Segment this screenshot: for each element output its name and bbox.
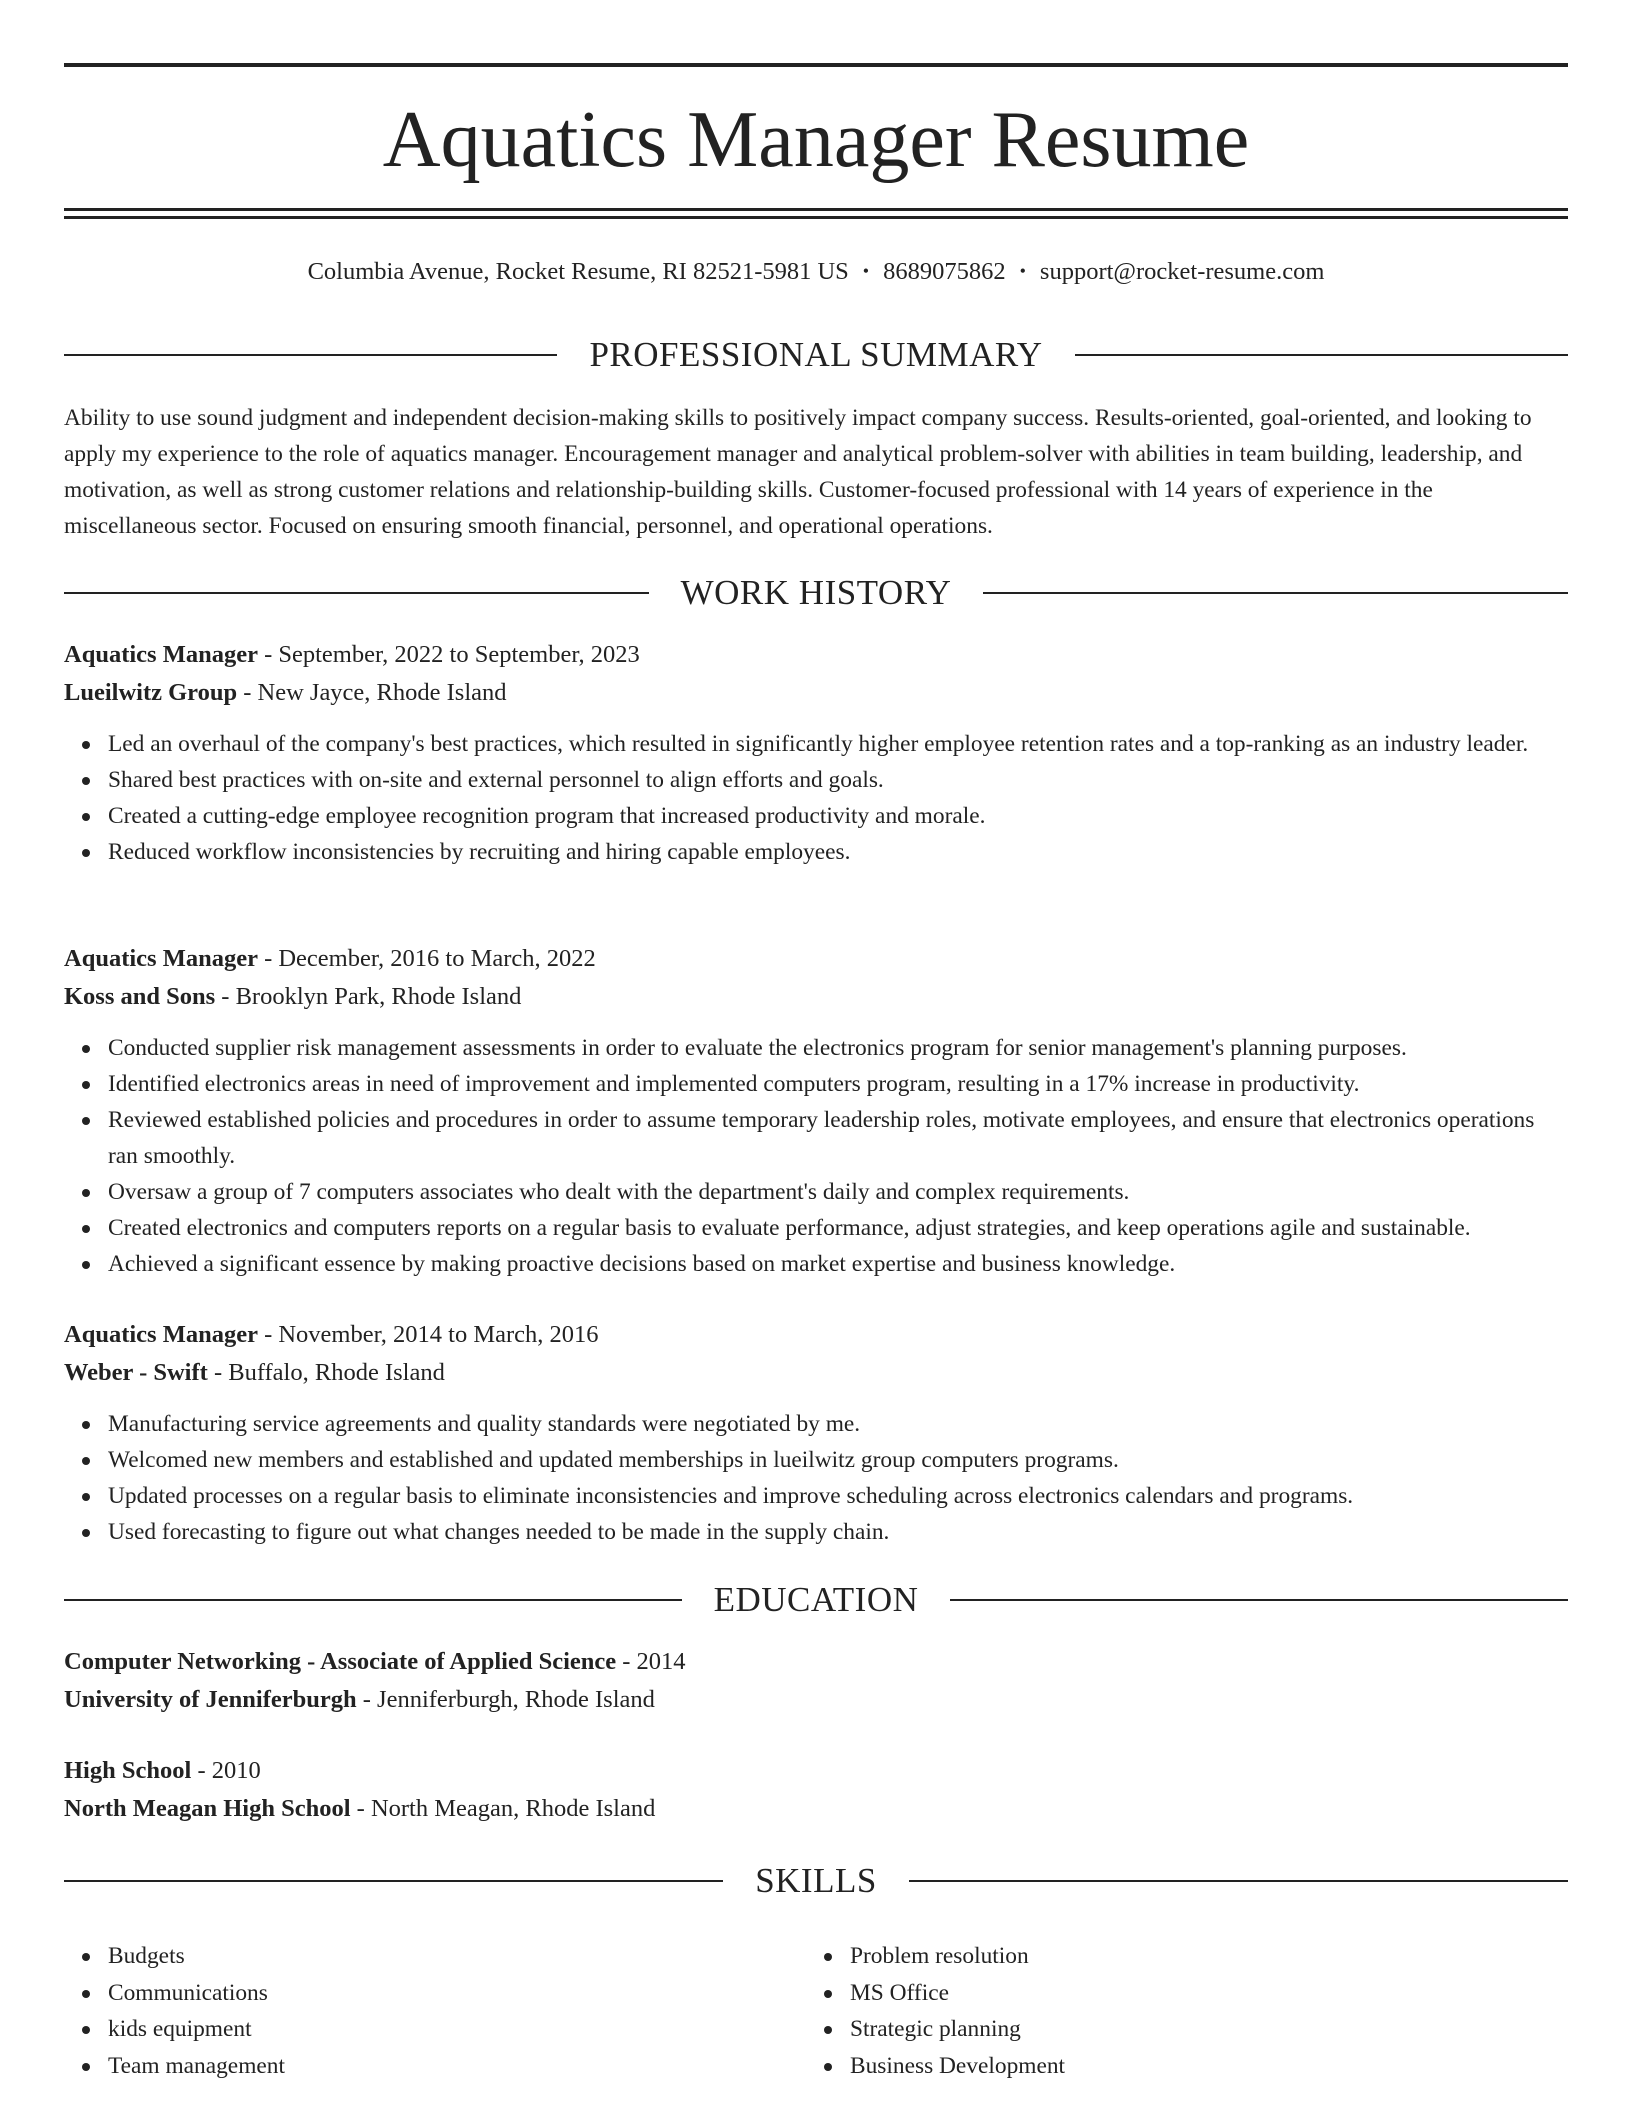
skill-item: Problem resolution [850, 1938, 1548, 1975]
job-entry [64, 940, 1568, 1282]
divider-line [950, 1599, 1568, 1601]
job-location: - Buffalo, Rhode Island [207, 1359, 445, 1386]
job-company: Lueilwitz Group [64, 679, 238, 706]
list-item: Updated processes on a regular basis to eliminate inconsistencies and improve scheduling across electronics calendars and programs. [108, 1478, 1568, 1514]
education-school: University of Jenniferburgh [64, 1686, 357, 1713]
skills-column-left [64, 1938, 806, 2084]
job-title-line [64, 1316, 1568, 1354]
job-title-line [64, 940, 1568, 978]
divider-line [64, 1599, 682, 1601]
contact-phone: 8689075862 [883, 258, 1006, 285]
contact-line [64, 254, 1568, 289]
list-item: Manufacturing service agreements and quality standards were negotiated by me. [108, 1406, 1568, 1442]
list-item: Oversaw a group of 7 computers associates who dealt with the department's daily and complex requirements. [108, 1174, 1568, 1210]
job-bullets [64, 1406, 1568, 1550]
skills-column-right [806, 1938, 1548, 2084]
job-bullets [64, 1030, 1568, 1282]
job-location: - New Jayce, Rhode Island [237, 679, 507, 706]
divider-line [64, 354, 557, 356]
skill-item: Business Development [850, 2048, 1548, 2085]
education-year: - 2010 [191, 1757, 261, 1784]
job-company: Koss and Sons [64, 983, 216, 1010]
job-company-line [64, 978, 1568, 1016]
job-title: Aquatics Manager [64, 641, 258, 668]
divider-line [1075, 354, 1568, 356]
work-heading: WORK HISTORY [680, 573, 952, 612]
education-entry [64, 1643, 1568, 1719]
work-section-header [64, 573, 1568, 613]
education-degree-line [64, 1643, 1568, 1681]
education-school-line [64, 1681, 1568, 1719]
skill-item: MS Office [850, 1975, 1548, 2012]
skills-section-header [64, 1861, 1568, 1901]
title-rule-lower [64, 216, 1568, 219]
skills-list [64, 1938, 1568, 2084]
summary-section-header [64, 335, 1568, 375]
skill-item: Strategic planning [850, 2011, 1548, 2048]
job-company-line [64, 1354, 1568, 1392]
job-entry [64, 1316, 1568, 1550]
list-item: Created electronics and computers reports on a regular basis to evaluate performance, adjust strategies, and keep operations agile and sustainable. [108, 1210, 1568, 1246]
education-school: North Meagan High School [64, 1795, 351, 1822]
job-title: Aquatics Manager [64, 945, 258, 972]
education-location: - Jenniferburgh, Rhode Island [356, 1686, 655, 1713]
skills-heading: SKILLS [755, 1861, 877, 1900]
list-item: Conducted supplier risk management assessments in order to evaluate the electronics program for senior management's planning purposes. [108, 1030, 1568, 1066]
divider-line [909, 1880, 1568, 1882]
summary-text: Ability to use sound judgment and independent decision-making skills to positively impact company success. Results-oriented, goal-oriented, and looking to apply my experience to the role of aquatics manager. Encouragement manager and analytical problem-solver with abilities in team building, leadership, and motivation, as well as strong customer relations and relationship-building skills. Customer-focused professional with 14 years of experience in the miscellaneous sector. Focused on ensuring smooth financial, personnel, and operational operations. [64, 405, 1532, 539]
job-title: Aquatics Manager [64, 1321, 258, 1348]
job-company: Weber - Swift [64, 1359, 208, 1386]
skill-item: kids equipment [108, 2011, 806, 2048]
job-entry [64, 636, 1568, 870]
education-school-line [64, 1790, 1568, 1828]
resume-title: Aquatics Manager Resume [382, 96, 1250, 184]
job-company-line [64, 674, 1568, 712]
education-year: - 2014 [616, 1648, 686, 1675]
top-rule [64, 63, 1568, 67]
contact-email: support@rocket-resume.com [1039, 258, 1325, 285]
job-bullets [64, 726, 1568, 870]
education-section-header [64, 1580, 1568, 1620]
list-item: Reduced workflow inconsistencies by recruiting and hiring capable employees. [108, 834, 1568, 870]
contact-address: Columbia Avenue, Rocket Resume, RI 82521-5981 US [307, 258, 849, 285]
list-item: Achieved a significant essence by making proactive decisions based on market expertise and business knowledge. [108, 1246, 1568, 1282]
education-heading: EDUCATION [713, 1580, 919, 1619]
list-item: Welcomed new members and established and updated memberships in lueilwitz group computers programs. [108, 1442, 1568, 1478]
summary-heading: PROFESSIONAL SUMMARY [589, 335, 1043, 374]
title-rule-upper [64, 208, 1568, 211]
skill-item: Communications [108, 1975, 806, 2012]
job-dates: - September, 2022 to September, 2023 [257, 641, 640, 668]
job-dates: - December, 2016 to March, 2022 [257, 945, 596, 972]
job-title-line [64, 636, 1568, 674]
contact-separator: • [1019, 261, 1026, 281]
divider-line [983, 592, 1568, 594]
skill-item: Budgets [108, 1938, 806, 1975]
education-location: - North Meagan, Rhode Island [350, 1795, 656, 1822]
list-item: Used forecasting to figure out what changes needed to be made in the supply chain. [108, 1514, 1568, 1550]
education-degree: High School [64, 1757, 192, 1784]
skill-item: Team management [108, 2048, 806, 2085]
job-location: - Brooklyn Park, Rhode Island [215, 983, 522, 1010]
education-degree-line [64, 1752, 1568, 1790]
divider-line [64, 1880, 723, 1882]
education-degree: Computer Networking - Associate of Applied Science [64, 1648, 617, 1675]
list-item: Reviewed established policies and procedures in order to assume temporary leadership roles, motivate employees, and ensure that electronics operations ran smoothly. [108, 1102, 1568, 1174]
list-item: Created a cutting-edge employee recognition program that increased productivity and morale. [108, 798, 1568, 834]
list-item: Led an overhaul of the company's best practices, which resulted in significantly higher employee retention rates and a top-ranking as an industry leader. [108, 726, 1568, 762]
list-item: Shared best practices with on-site and external personnel to align efforts and goals. [108, 762, 1568, 798]
job-dates: - November, 2014 to March, 2016 [257, 1321, 599, 1348]
contact-separator: • [862, 261, 870, 281]
education-entry [64, 1752, 1568, 1828]
list-item: Identified electronics areas in need of improvement and implemented computers program, resulting in a 17% increase in productivity. [108, 1066, 1568, 1102]
divider-line [64, 592, 649, 594]
